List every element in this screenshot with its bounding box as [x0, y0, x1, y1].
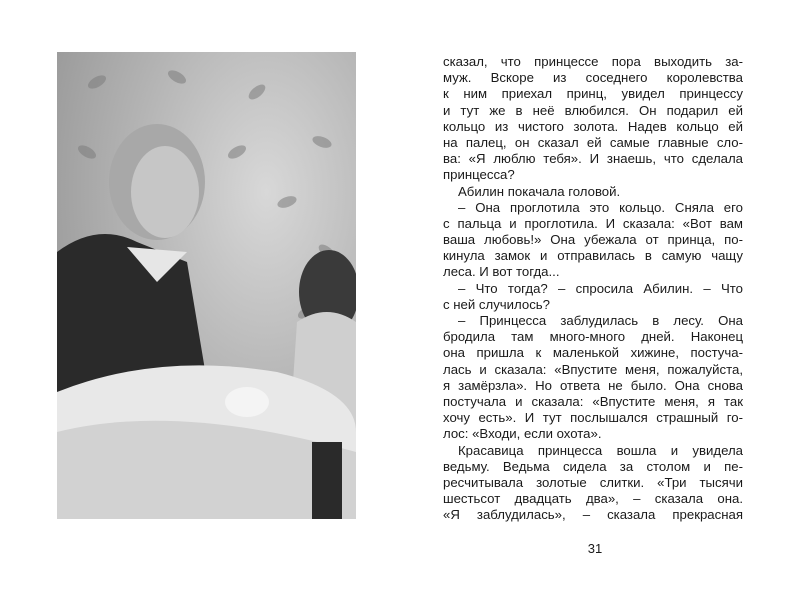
text-line: принцесса? [443, 167, 515, 183]
text-line: и тут же в неё влюбился. Он подарил ей [443, 102, 743, 118]
text-line: леса. И вот тогда... [443, 264, 560, 280]
text-line: постучала и сказала: «Впустите меня, я так [443, 393, 743, 409]
story-text [443, 54, 743, 523]
text-line: хочу есть». И тут послышался страшный го- [443, 410, 743, 426]
text-line: шестьсот двадцать два», – сказала она. [443, 491, 743, 507]
text-line: к ним приехал принц, увидел принцессу [443, 86, 743, 102]
text-line: сказал, что принцессе пора выходить за- [443, 54, 743, 69]
text-line: ведьму. Ведьма сидела за столом и пе- [443, 458, 743, 474]
text-line: с ней случилось? [443, 296, 551, 312]
illustration-grandmother-and-girl [57, 52, 356, 519]
text-line: – Она проглотила это кольцо. Сняла его [458, 199, 743, 215]
text-line: на палец, он сказал ей самые главные сло- [443, 134, 743, 150]
text-line: лос: «Входи, если охота». [443, 426, 602, 442]
page-number: 31 [587, 541, 603, 556]
text-line: ваша любовь!» Она убежала от принца, по- [443, 232, 743, 248]
text-line: я замёрзла». Но ответа не было. Она снова [443, 377, 743, 393]
text-line: Красавица принцесса вошла и увидела [458, 442, 743, 458]
text-line: – Принцесса заблудилась в лесу. Она [458, 313, 743, 328]
text-line: Абилин покачала головой. [458, 183, 621, 199]
text-line: ва: «Я люблю тебя». И знаешь, что сделала [443, 151, 743, 167]
text-line: муж. Вскоре из соседнего королевства [443, 70, 743, 86]
text-line: лась и сказала: «Впустите меня, пожалуйста, [443, 361, 743, 377]
text-line: она пришла к маленькой хижине, постуча- [443, 345, 743, 361]
text-line: «Я заблудилась», – сказала прекрасная [443, 507, 743, 523]
text-line: кольцо из чистого золота. Надев кольцо ей [443, 118, 743, 134]
text-line: ресчитывала золотые слитки. «Три тысячи [443, 474, 743, 490]
text-line: с пальца и проглотила. И сказала: «Вот вам [443, 215, 743, 231]
text-line: бродила там много-много дней. Наконец [443, 329, 743, 345]
text-line: – Что тогда? – спросила Абилин. – Что [458, 280, 743, 296]
text-line: кинула замок и отправилась в самую чащу [443, 248, 743, 264]
